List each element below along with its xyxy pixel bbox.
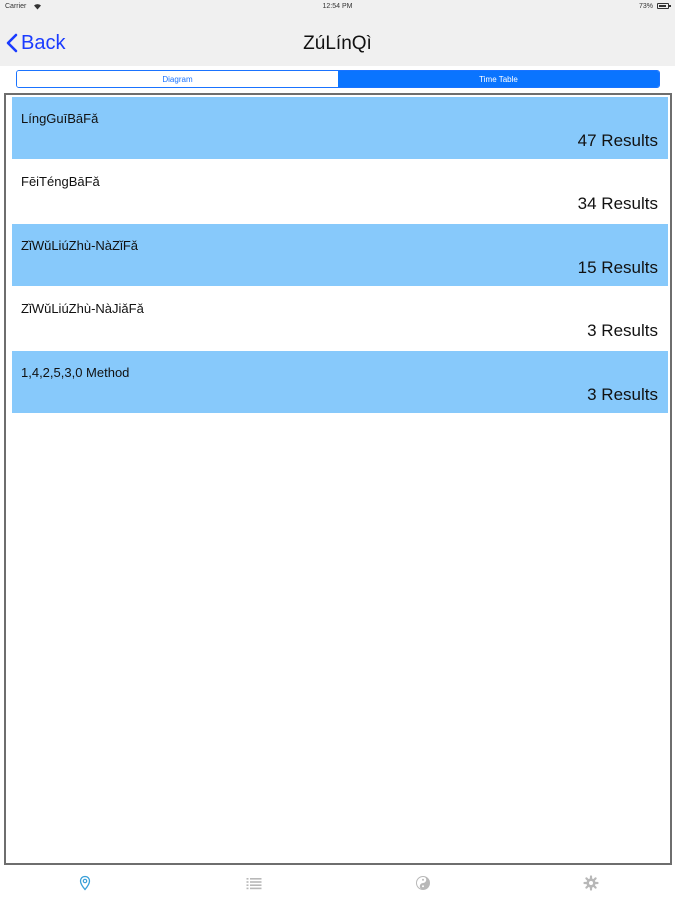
view-segmented-control	[16, 70, 660, 88]
status-bar	[0, 0, 675, 14]
gear-icon[interactable]	[583, 875, 599, 891]
list-icon[interactable]	[246, 875, 262, 891]
method-name: FēiTéngBāFǎ	[21, 174, 100, 189]
results-count: 34 Results	[577, 194, 658, 213]
list-item[interactable]	[12, 160, 668, 222]
yin-yang-icon[interactable]	[415, 875, 431, 891]
list-item[interactable]	[12, 224, 668, 286]
results-count: 3 Results	[587, 321, 658, 340]
method-name: 1,4,2,5,3,0 Method	[21, 365, 130, 380]
results-count: 15 Results	[577, 258, 658, 277]
method-name: ZǐWǔLiúZhù-NàJiǎFǎ	[21, 301, 144, 316]
back-label: Back	[21, 31, 66, 54]
tab-bar	[0, 866, 675, 900]
method-name: ZǐWǔLiúZhù-NàZǐFǎ	[21, 238, 139, 253]
results-list	[4, 93, 672, 865]
list-item[interactable]	[12, 351, 668, 413]
segment-time-table[interactable]: Time Table	[338, 71, 659, 87]
results-count: 47 Results	[577, 131, 658, 150]
carrier-label: Carrier	[5, 3, 27, 10]
list-item[interactable]	[12, 287, 668, 349]
results-count: 3 Results	[587, 385, 658, 404]
method-name: LíngGuīBāFǎ	[21, 111, 99, 126]
list-item[interactable]	[12, 97, 668, 159]
page-title: ZúLínQì	[303, 33, 372, 54]
location-pin-icon[interactable]	[77, 875, 93, 891]
navigation-bar	[0, 14, 675, 66]
status-time: 12:54 PM	[322, 3, 353, 10]
segment-diagram[interactable]: Diagram	[17, 71, 338, 87]
battery-icon	[657, 3, 669, 9]
battery-percentage: 73%	[638, 3, 653, 10]
